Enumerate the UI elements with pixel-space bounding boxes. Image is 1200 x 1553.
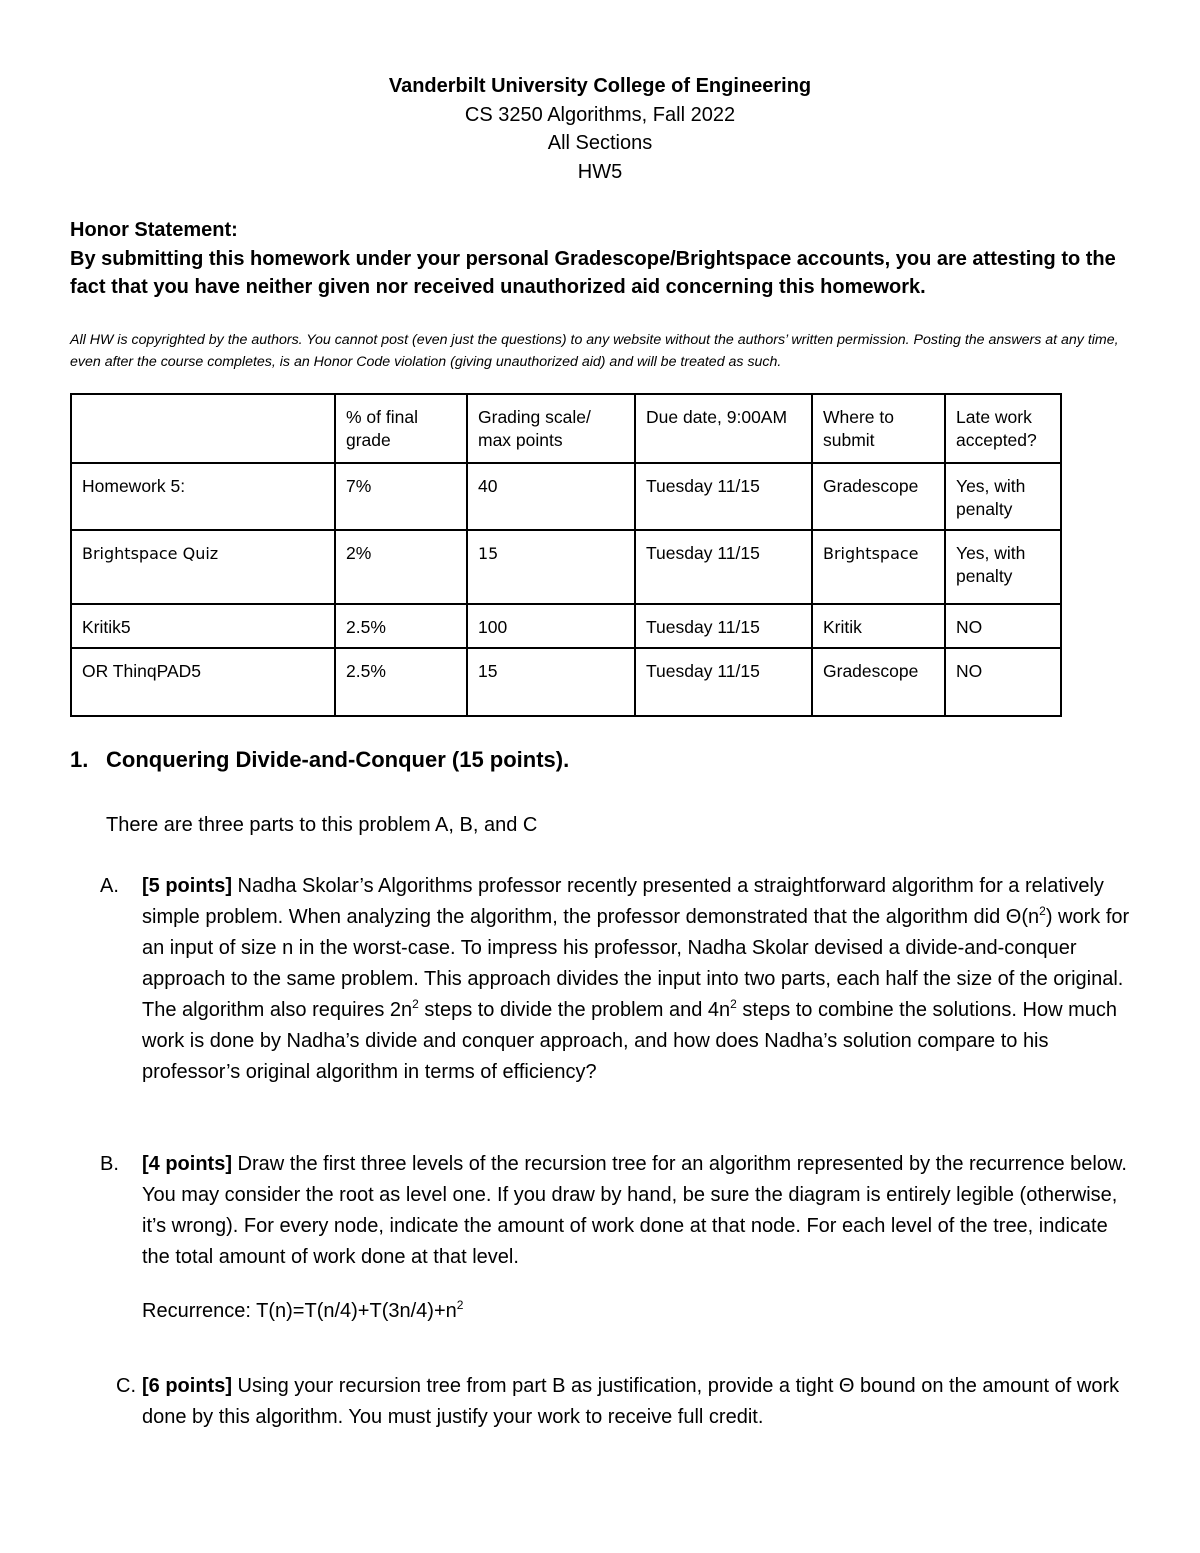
table-cell: 40 (467, 463, 635, 530)
part-a-body (142, 871, 1140, 1088)
superscript: 2 (456, 1298, 464, 1312)
question-1-title (70, 745, 569, 775)
honor-statement (70, 216, 1140, 302)
superscript: 2 (412, 997, 419, 1011)
part-marker: A. (100, 875, 119, 897)
table-cell: 2.5% (335, 604, 467, 648)
table-cell: Tuesday 11/15 (635, 604, 812, 648)
homework-label: HW5 (577, 160, 623, 183)
part-marker: B. (100, 1153, 119, 1175)
table-cell: Brightspace Quiz (71, 530, 335, 604)
question-number: 1. (70, 747, 89, 772)
part-text: steps to divide the problem and 4n (418, 999, 731, 1021)
question-intro: There are three parts to this problem A, B, and C (106, 814, 538, 836)
table-header-cell (71, 394, 335, 463)
table-cell: OR ThinqPAD5 (71, 648, 335, 716)
table-row (71, 604, 1061, 648)
institution-title: Vanderbilt University College of Engineering (388, 75, 812, 97)
course-title: CS 3250 Algorithms, Fall 2022 (464, 103, 736, 126)
table-cell: Kritik5 (71, 604, 335, 648)
recurrence-text: Recurrence: T(n)=T(n/4)+T(3n/4)+n (142, 1300, 457, 1322)
table-cell: Yes, with penalty (945, 530, 1061, 604)
part-a (100, 871, 1140, 1088)
table-cell: 15 (467, 530, 635, 604)
honor-text: By submitting this homework under your personal Gradescope/Brightspace accounts, you are attesting to the fact that you have neither given nor received unauthorized aid concerning this homework. (70, 247, 1116, 298)
assignment-table (70, 393, 1062, 717)
table-header-cell: Grading scale/ max points (467, 394, 635, 463)
table-cell: 2% (335, 530, 467, 604)
table-cell: Kritik (812, 604, 945, 648)
document-header (0, 72, 1200, 186)
table-cell: 100 (467, 604, 635, 648)
table-cell: Tuesday 11/15 (635, 530, 812, 604)
part-text: ) work for an input of size n in the worst-case. To impress his professor, Nadha Skolar devised a divide-and-conquer approach to the same problem. This approach divides the input into two parts, each half the size of the original. The algorithm also requires 2n (142, 906, 1130, 1021)
superscript: 2 (730, 997, 737, 1011)
part-points: [6 points] (142, 1375, 232, 1397)
part-text: Using your recursion tree from part B as justification, provide a tight Θ bound on the amount of work done by this algorithm. You must justify your work to receive full credit. (142, 1375, 1120, 1428)
part-text: steps to combine the solutions. How much work is done by Nadha’s divide and conquer approach, and how does Nadha’s solution compare to his professor’s original algorithm in terms of efficiency? (142, 999, 1118, 1083)
part-c (100, 1371, 1140, 1433)
table-cell: 7% (335, 463, 467, 530)
table-cell: Brightspace (812, 530, 945, 604)
table-row (71, 648, 1061, 716)
part-text: Nadha Skolar’s Algorithms professor recently presented a straightforward algorithm for a relatively simple problem. When analyzing the algorithm, the professor demonstrated that the algorithm did Θ(n (142, 875, 1104, 928)
table-header-cell: Late work accepted? (945, 394, 1061, 463)
part-c-body (142, 1371, 1140, 1433)
table-header-cell: Due date, 9:00AM (635, 394, 812, 463)
superscript: 2 (1039, 904, 1046, 918)
table-cell: Tuesday 11/15 (635, 648, 812, 716)
table-cell: Tuesday 11/15 (635, 463, 812, 530)
table-header-cell: Where to submit (812, 394, 945, 463)
copyright-notice: All HW is copyrighted by the authors. You cannot post (even just the questions) to any website without the authors’ written permission. Posting the answers at any time, even after the course completes, is an Honor Code violation (giving unauthorized aid) and will be treated as such. (70, 332, 1119, 370)
table-cell: Yes, with penalty (945, 463, 1061, 530)
sections-label: All Sections (547, 132, 653, 154)
part-marker: C. (116, 1375, 136, 1397)
part-text: Draw the first three levels of the recursion tree for an algorithm represented by the recurrence below. You may consider the root as level one. If you draw by hand, be sure the diagram is entirely legible (otherwise, it’s wrong). For every node, indicate the amount of work done at that node. For each level of the tree, indicate the total amount of work done at that level. (142, 1153, 1127, 1268)
table-cell: Homework 5: (71, 463, 335, 530)
table-row (71, 530, 1061, 604)
table-cell: Gradescope (812, 463, 945, 530)
honor-title: Honor Statement: (70, 219, 238, 241)
part-b-body (142, 1149, 1140, 1273)
table-row (71, 463, 1061, 530)
part-b (100, 1149, 1140, 1273)
question-title-text: Conquering Divide-and-Conquer (15 points). (106, 747, 570, 772)
part-points: [4 points] (142, 1153, 232, 1175)
table-header-row (71, 394, 1061, 463)
recurrence-formula (142, 1296, 463, 1326)
part-points: [5 points] (142, 875, 232, 897)
table-header-cell: % of final grade (335, 394, 467, 463)
table-cell: 2.5% (335, 648, 467, 716)
table-cell: NO (945, 648, 1061, 716)
table-cell: Gradescope (812, 648, 945, 716)
table-cell: 15 (467, 648, 635, 716)
table-cell: NO (945, 604, 1061, 648)
